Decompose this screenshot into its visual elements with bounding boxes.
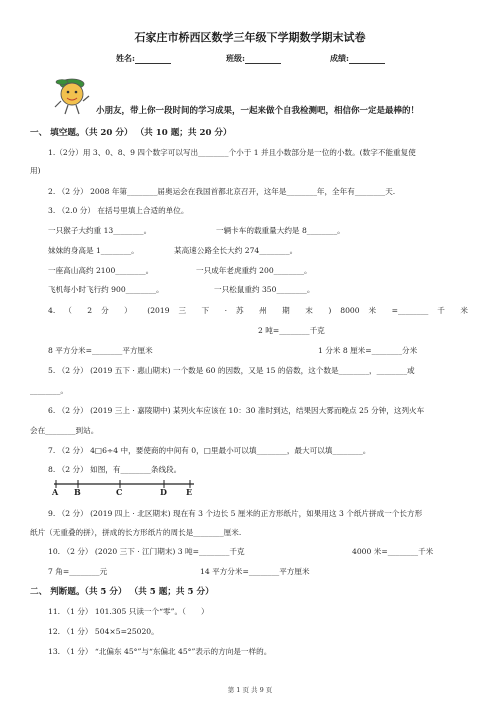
point-label-d: D	[160, 487, 167, 497]
question-3-item-highway: 某高速公路全长大约 274________。	[174, 246, 298, 255]
question-1-line-2: 用)	[30, 166, 41, 175]
question-10-line-4: 14 平方分米=________平方厘米	[200, 567, 310, 576]
question-6-line-1: 6. （2 分） (2019 三上 · 嘉陵期中) 某列火车应该在 10：30 准时到达，结果因大雾而晚点 25 分钟，这列火车	[48, 406, 425, 415]
question-9-line-2: 纸片（无重叠的拼），拼成的长方形纸片的周长是________厘米.	[30, 528, 242, 537]
score-field	[330, 54, 385, 64]
name-field	[116, 54, 171, 64]
name-label: 姓名:	[116, 53, 135, 63]
class-label: 班级:	[226, 53, 245, 63]
class-blank	[245, 55, 281, 64]
question-1-line-1: 1.（2分）用 3、0、8、9 四个数字可以写出________个小于 1 并且小数部分是一位的小数。(数字不能重复使	[48, 148, 416, 157]
section-true-false-title: 二、 判断题。（共 5 分） （共 5 题；共 5 分）	[30, 587, 214, 597]
question-2: 2. （2 分） 2008 年第________届奥运会在我国首都北京召开，这年是________年，全年有________天.	[48, 187, 396, 196]
mascot-illustration	[52, 71, 92, 115]
name-blank	[135, 55, 171, 64]
question-4-line-4: 1 分米 8 厘米=________分米	[318, 346, 418, 355]
point-label-e: E	[186, 487, 193, 497]
question-4-line-2: 2 吨=________千克	[258, 326, 325, 335]
page-title: 石家庄市桥西区数学三年级下学期数学期末试卷	[134, 31, 366, 44]
line-segment-figure	[48, 476, 198, 500]
question-9-line-1: 9. （2 分） (2019 四上 · 北区期末) 现在有 3 个边长 5 厘米的正方形纸片，如果用这 3 个纸片拼成一个长方形	[48, 509, 423, 518]
question-5-line-1: 5. （2 分） (2019 五下 · 惠山期末) 一个数是 60 的因数，又是 15 的倍数，这个数是________，________或	[48, 366, 415, 375]
question-3-item-monkey: 一只猴子大约重 13________。	[48, 226, 152, 235]
point-label-c: C	[116, 487, 123, 497]
page-footer: 第 1 页 共 9 页	[227, 686, 273, 694]
question-10-line-1: 10. （2 分） (2020 三下 · 江门期末) 3 吨=________千克	[48, 547, 245, 556]
question-3-item-truck: 一辆卡车的载重量大约是 8________。	[216, 226, 345, 235]
question-10-line-2: 4000 米=________千米	[352, 547, 434, 556]
question-3-item-mountain: 一座高山高约 2100________。	[48, 266, 154, 275]
intro-text: 小朋友，带上你一段时间的学习成果，一起来做个自我检测吧，相信你一定是最棒的！	[96, 106, 420, 116]
question-5-line-2: ________。	[30, 386, 68, 395]
section-fill-in-title: 一、 填空题。（共 20 分） （共 10 题；共 20 分）	[30, 128, 232, 138]
question-13: 13. （1 分） “北偏东 45°”与“东偏北 45°”表示的方向是一样的。	[48, 647, 272, 656]
question-3: 3. （2.0 分） 在括号里填上合适的单位。	[48, 206, 189, 215]
score-blank	[349, 55, 385, 64]
class-field	[226, 54, 281, 64]
question-4-line-3: 8 平方分米=________平方厘米	[48, 346, 153, 355]
question-7: 7. （2 分） 4□6÷4 中，要使商的中间有 0，□里最小可以填________，最大可以填________。	[48, 446, 371, 455]
question-3-item-squirrel: 一只松鼠重约 350________。	[214, 285, 315, 294]
point-label-b: B	[74, 487, 81, 497]
score-label: 成绩:	[330, 53, 349, 63]
question-10-line-3: 7 角=________元	[48, 567, 108, 576]
question-4-line-1: 4. （ 2 分 ） (2019 三 下 · 苏 州 期 末 ) 8000 米 =________ 千 米	[48, 306, 468, 315]
question-3-item-tiger: 一只成年老虎重约 200________。	[196, 266, 312, 275]
point-label-a: A	[52, 487, 59, 497]
question-3-item-airplane: 飞机每小时飞行约 900________。	[48, 285, 164, 294]
question-11: 11. （1 分） 101.305 只读一个“零”。（ ）	[48, 607, 209, 616]
question-8: 8. （2 分） 如图，有________条线段。	[48, 465, 182, 474]
question-12: 12. （1 分） 504×5=25020。	[48, 627, 159, 636]
question-6-line-2: 会在________到站。	[30, 426, 99, 435]
question-3-item-sister: 妹妹的身高是 1________。	[48, 246, 139, 255]
